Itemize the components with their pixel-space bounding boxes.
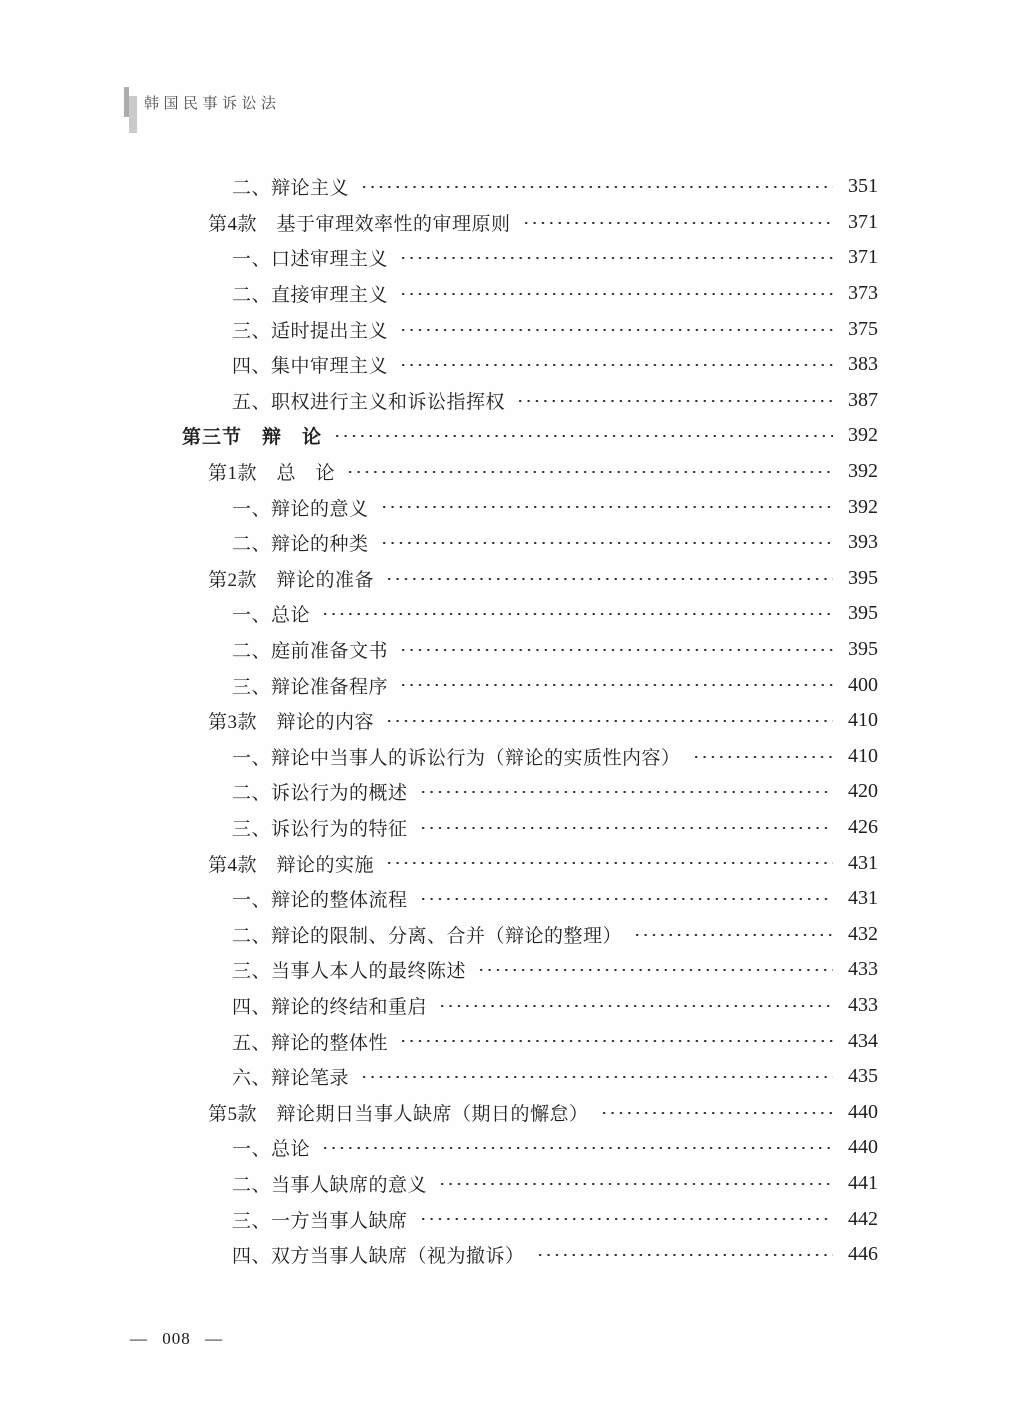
toc-entry-page: 395 [848,638,878,661]
toc-entry-label: 四、双方当事人缺席（视为撤诉） [232,1246,525,1268]
toc-entry-page: 392 [848,424,878,447]
toc-entry [182,881,878,917]
toc-entry-page: 420 [848,780,878,803]
dot-leader [418,881,833,917]
toc-entry [182,561,878,597]
toc-entry-label: 二、辩论的限制、分离、合并（辩论的整理） [232,925,623,947]
dot-leader [437,1166,833,1202]
toc-entry-page: 435 [848,1065,878,1088]
dot-leader [418,810,833,846]
toc-entry [182,596,878,632]
toc-entry [182,1201,878,1237]
toc-entry [182,1094,878,1130]
toc-entry-page: 442 [848,1207,878,1230]
toc-entry [182,632,878,668]
toc-entry-page: 395 [848,602,878,625]
dot-leader [345,454,833,490]
toc-entry-label: 第5款 辩论期日当事人缺席（期日的懈怠） [208,1103,589,1125]
toc-entry-page: 375 [848,317,878,340]
toc-entry-label: 二、直接审理主义 [232,285,389,307]
toc-entry-label: 一、辩论的意义 [232,498,369,520]
toc-entry [182,916,878,952]
toc-entry [182,1166,878,1202]
dot-leader [384,561,833,597]
toc-entry-page: 383 [848,353,878,376]
toc-entry [182,454,878,490]
toc-entry [182,1237,878,1273]
toc-entry-page: 431 [848,887,878,910]
toc-entry [182,240,878,276]
toc-entry-page: 433 [848,993,878,1016]
toc-entry-label: 一、总论 [232,1139,311,1161]
toc-entry-label: 三、当事人本人的最终陈述 [232,961,467,983]
dot-leader [379,489,833,525]
toc-entry [182,703,878,739]
toc-entry [182,1130,878,1166]
dot-leader [398,667,833,703]
toc-entry [182,383,878,419]
dot-leader [320,1130,833,1166]
toc-entry-label: 六、辩论笔录 [232,1068,350,1090]
dot-leader [398,276,833,312]
book-title: 韩国民事诉讼法 [144,96,281,112]
toc-entry-page: 400 [848,673,878,696]
toc-entry-page: 410 [848,744,878,767]
toc-entry-label: 第3款 辩论的内容 [208,712,375,734]
toc-entry-label: 第三节 辩 论 [182,427,323,449]
toc-entry [182,205,878,241]
toc-entry-label: 二、辩论主义 [232,178,350,200]
toc-entry-label: 一、口述审理主义 [232,249,389,271]
toc-entry [182,169,878,205]
dot-leader [691,739,833,775]
toc-entry-page: 371 [848,246,878,269]
toc-entry-page: 392 [848,460,878,483]
toc-entry [182,774,878,810]
header-accent-bar-light [129,96,137,133]
toc-entry-page: 432 [848,922,878,945]
toc-entry [182,988,878,1024]
toc-entry-label: 二、辩论的种类 [232,534,369,556]
toc-entry [182,952,878,988]
toc-entry-page: 431 [848,851,878,874]
dot-leader [418,774,833,810]
toc-entry-label: 第4款 辩论的实施 [208,854,375,876]
toc-entry-label: 五、职权进行主义和诉讼指挥权 [232,391,506,413]
dot-leader [359,169,833,205]
dot-leader [384,703,833,739]
toc-entry-page: 440 [848,1100,878,1123]
toc-entry-page: 393 [848,531,878,554]
toc-entry-page: 387 [848,388,878,411]
toc-entry [182,810,878,846]
toc-entry-page: 351 [848,175,878,198]
toc-entry [182,1059,878,1095]
toc-entry-label: 三、一方当事人缺席 [232,1210,408,1232]
toc-entry-page: 395 [848,566,878,589]
toc-entry-label: 第4款 基于审理效率性的审理原则 [208,213,511,235]
toc-entry-page: 371 [848,210,878,233]
toc-entry-label: 二、诉讼行为的概述 [232,783,408,805]
dot-leader [384,845,833,881]
dot-leader [535,1237,833,1273]
toc-entry-page: 441 [848,1171,878,1194]
toc-entry [182,1023,878,1059]
toc-entry [182,311,878,347]
toc-entry-label: 四、辩论的终结和重启 [232,996,428,1018]
toc-entry [182,347,878,383]
toc-entry-label: 三、适时提出主义 [232,320,389,342]
dot-leader [398,1023,833,1059]
dot-leader [418,1201,833,1237]
toc-entry-label: 一、总论 [232,605,311,627]
toc-entry-page: 434 [848,1029,878,1052]
toc-entry-label: 三、辩论准备程序 [232,676,389,698]
dot-leader [320,596,833,632]
toc-entry-label: 五、辩论的整体性 [232,1032,389,1054]
toc-entry [182,667,878,703]
toc-entry-label: 三、诉讼行为的特征 [232,818,408,840]
toc-entry [182,739,878,775]
toc-entry-label: 第1款 总 论 [208,463,336,485]
toc-entry-page: 426 [848,815,878,838]
toc-entry-label: 四、集中审理主义 [232,356,389,378]
toc-entry [182,845,878,881]
toc-entry-label: 一、辩论中当事人的诉讼行为（辩论的实质性内容） [232,747,681,769]
dot-leader [398,311,833,347]
dot-leader [398,240,833,276]
toc-entry [182,525,878,561]
dot-leader [521,205,833,241]
dot-leader [398,347,833,383]
toc-entry-page: 433 [848,958,878,981]
dot-leader [437,988,833,1024]
dot-leader [379,525,833,561]
toc-entry-label: 二、庭前准备文书 [232,641,389,663]
dot-leader [599,1094,833,1130]
dot-leader [398,632,833,668]
dot-leader [332,418,833,454]
dot-leader [515,383,833,419]
toc-entry [182,418,878,454]
dot-leader [476,952,833,988]
toc-entry-page: 410 [848,709,878,732]
toc-entry [182,489,878,525]
dot-leader [359,1059,833,1095]
dot-leader [632,916,833,952]
toc-entry-page: 440 [848,1136,878,1159]
toc-entry-page: 446 [848,1243,878,1266]
toc-entry-label: 一、辩论的整体流程 [232,890,408,912]
toc-entry-page: 392 [848,495,878,518]
toc-entry-page: 373 [848,282,878,305]
toc-entry-label: 第2款 辩论的准备 [208,569,375,591]
toc-list [182,169,878,1272]
toc-entry-label: 二、当事人缺席的意义 [232,1174,428,1196]
folio-page-number: — 008 — [130,1329,223,1348]
toc-entry [182,276,878,312]
